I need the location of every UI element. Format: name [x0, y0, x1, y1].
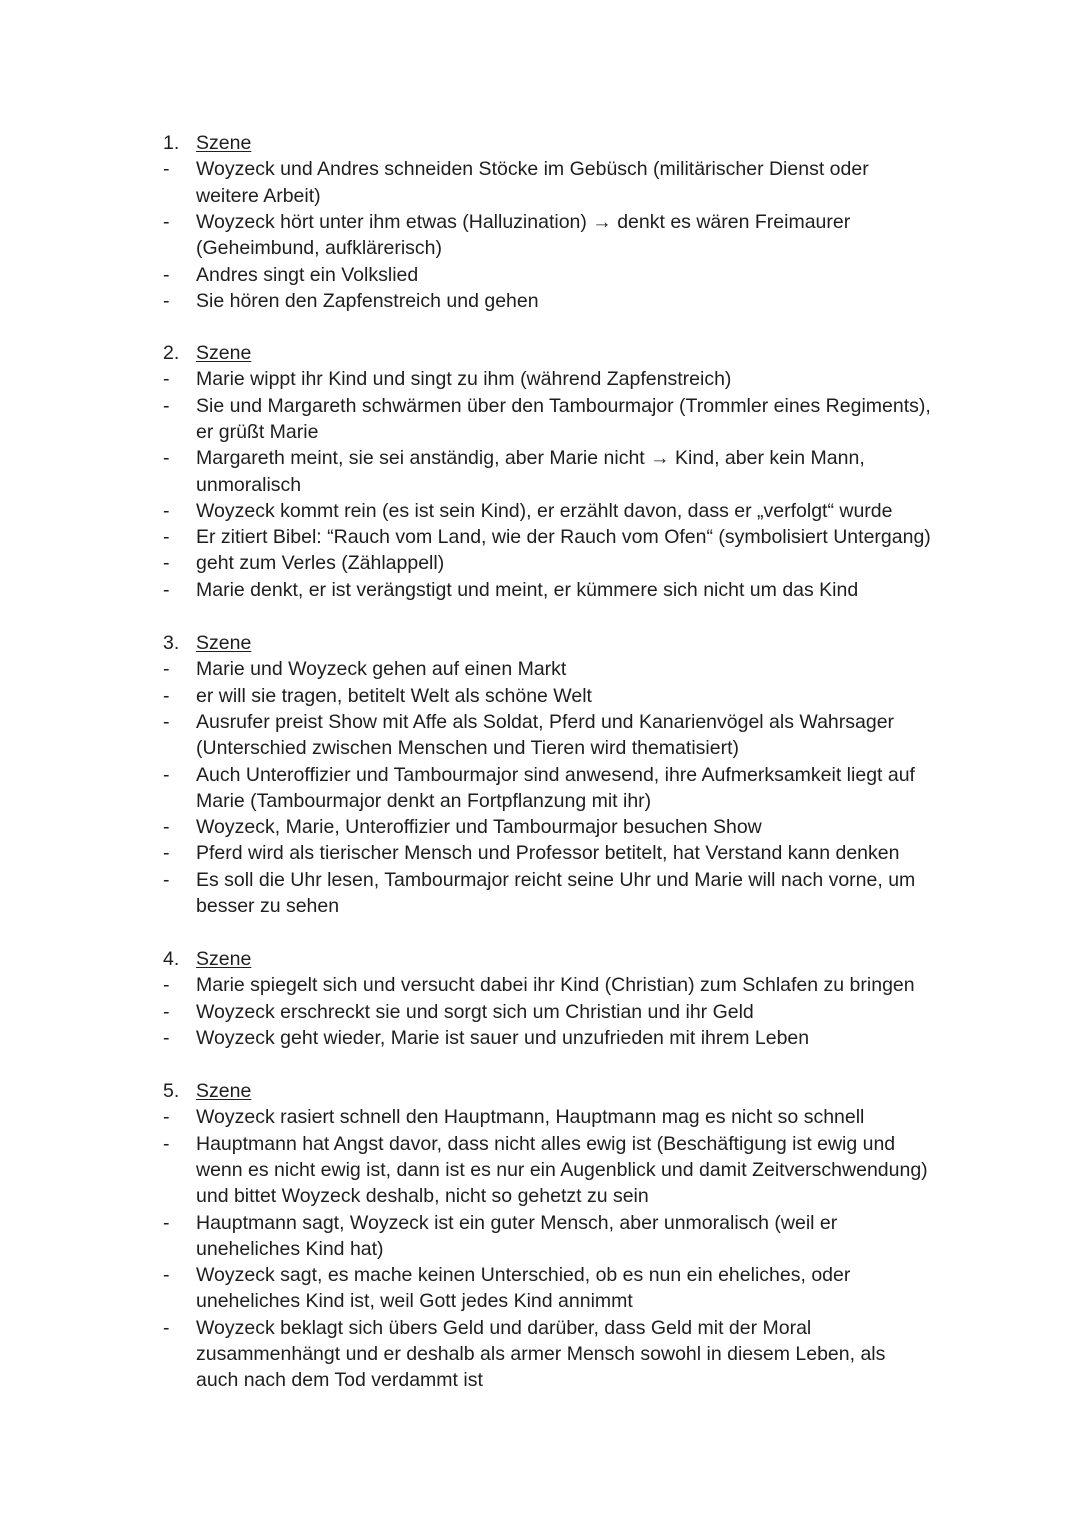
bullet-dash: - [163, 210, 170, 233]
bullet-dash: - [163, 263, 170, 286]
bullet-dash: - [163, 1264, 170, 1287]
bullet-text: unmoralisch [196, 473, 302, 496]
bullet-dash: - [163, 526, 170, 549]
bullet-text: Marie spiegelt sich und versucht dabei ihr Kind (Christian) zum Schlafen zu bringen [196, 974, 915, 997]
scene-title: Szene [196, 1080, 252, 1102]
bullet-dash: - [163, 1132, 170, 1155]
bullet-text: Sie hören den Zapfenstreich und gehen [196, 289, 539, 312]
scene-number: 1. [163, 132, 180, 154]
bullet-text: Woyzeck sagt, es mache keinen Unterschied, ob es nun ein eheliches, oder [196, 1264, 851, 1287]
bullet-text: Marie wippt ihr Kind und singt zu ihm (während Zapfenstreich) [196, 368, 732, 391]
bullet-dash: - [163, 1106, 170, 1129]
bullet-dash: - [163, 868, 170, 891]
bullet-dash: - [163, 552, 170, 575]
bullet-text: uneheliches Kind hat) [196, 1237, 384, 1260]
scene-number: 5. [163, 1080, 180, 1102]
bullet-text: besser zu sehen [196, 895, 340, 917]
bullet-text: wenn es nicht ewig ist, dann ist es nur ein Augenblick und damit Zeitverschwendung) [196, 1158, 928, 1181]
bullet-text: Er zitiert Bibel: “Rauch vom Land, wie der Rauch vom Ofen“ (symbolisiert Untergang) [196, 526, 931, 549]
bullet-text: weitere Arbeit) [196, 184, 321, 207]
bullet-text: Marie denkt, er ist verängstigt und meint, er kümmere sich nicht um das Kind [196, 578, 859, 601]
bullet-dash: - [163, 1316, 170, 1339]
bullet-text: Woyzeck erschreckt sie und sorgt sich um Christian und ihr Geld [196, 1000, 754, 1023]
bullet-dash: - [163, 368, 170, 391]
bullet-text: uneheliches Kind ist, weil Gott jedes Kind annimmt [196, 1290, 633, 1313]
bullet-text: Marie und Woyzeck gehen auf einen Markt [196, 658, 567, 681]
bullet-text: Margareth meint, sie sei anständig, aber Marie nicht → Kind, aber kein Mann, [196, 447, 865, 470]
bullet-text: Ausrufer preist Show mit Affe als Soldat, Pferd und Kanarienvögel als Wahrsager [196, 710, 895, 733]
bullet-dash: - [163, 1211, 170, 1234]
scene-number: 3. [163, 632, 180, 654]
bullet-text: zusammenhängt und er deshalb als armer Mensch sowohl in diesem Leben, als [196, 1343, 886, 1365]
scene-number: 2. [163, 342, 180, 364]
bullet-text: Hauptmann sagt, Woyzeck ist ein guter Mensch, aber unmoralisch (weil er [196, 1211, 838, 1234]
bullet-text: Es soll die Uhr lesen, Tambourmajor reicht seine Uhr und Marie will nach vorne, um [196, 868, 916, 891]
bullet-text: Pferd wird als tierischer Mensch und Professor betitelt, hat Verstand kann denken [196, 842, 900, 865]
bullet-text: Andres singt ein Volkslied [196, 263, 419, 286]
scene-title: Szene [196, 632, 252, 654]
bullet-text: er will sie tragen, betitelt Welt als schöne Welt [196, 684, 592, 707]
scene-title: Szene [196, 948, 252, 970]
bullet-text: Woyzeck und Andres schneiden Stöcke im Gebüsch (militärischer Dienst oder [196, 158, 869, 181]
bullet-dash: - [163, 842, 170, 865]
bullet-text: Woyzeck geht wieder, Marie ist sauer und unzufrieden mit ihrem Leben [196, 1026, 810, 1049]
bullet-text: (Unterschied zwischen Menschen und Tieren wird thematisiert) [196, 737, 739, 760]
bullet-dash: - [163, 684, 170, 707]
bullet-dash: - [163, 499, 170, 522]
bullet-text: er grüßt Marie [196, 420, 319, 443]
bullet-text: geht zum Verles (Zählappell) [196, 552, 445, 575]
bullet-text: Marie (Tambourmajor denkt an Fortpflanzung mit ihr) [196, 789, 652, 812]
bullet-dash: - [163, 289, 170, 312]
bullet-dash: - [163, 1026, 170, 1049]
bullet-dash: - [163, 710, 170, 733]
bullet-text: Sie und Margareth schwärmen über den Tambourmajor (Trommler eines Regiments), [196, 394, 931, 417]
bullet-text: (Geheimbund, aufklärerisch) [196, 237, 443, 260]
bullet-dash: - [163, 158, 170, 181]
bullet-text: und bittet Woyzeck deshalb, nicht so gehetzt zu sein [196, 1185, 649, 1208]
scene-title: Szene [196, 342, 252, 364]
bullet-dash: - [163, 447, 170, 470]
bullet-text: Woyzeck kommt rein (es ist sein Kind), er erzählt davon, dass er „verfolgt“ wurde [196, 499, 893, 522]
bullet-dash: - [163, 816, 170, 839]
bullet-dash: - [163, 658, 170, 681]
bullet-text: Auch Unteroffizier und Tambourmajor sind anwesend, ihre Aufmerksamkeit liegt auf [196, 763, 915, 786]
scene-title: Szene [196, 132, 252, 154]
bullet-text: auch nach dem Tod verdammt ist [196, 1369, 483, 1392]
bullet-dash: - [163, 1000, 170, 1023]
bullet-text: Woyzeck hört unter ihm etwas (Halluzination) → denkt es wären Freimaurer [196, 210, 851, 233]
bullet-dash: - [163, 763, 170, 786]
bullet-dash: - [163, 974, 170, 997]
bullet-dash: - [163, 578, 170, 601]
bullet-text: Woyzeck beklagt sich übers Geld und darüber, dass Geld mit der Moral [196, 1316, 812, 1339]
bullet-text: Woyzeck, Marie, Unteroffizier und Tambourmajor besuchen Show [196, 816, 762, 839]
bullet-text: Woyzeck rasiert schnell den Hauptmann, Hauptmann mag es nicht so schnell [196, 1106, 865, 1129]
bullet-dash: - [163, 394, 170, 417]
scene-number: 4. [163, 948, 180, 970]
bullet-text: Hauptmann hat Angst davor, dass nicht alles ewig ist (Beschäftigung ist ewig und [196, 1132, 896, 1155]
